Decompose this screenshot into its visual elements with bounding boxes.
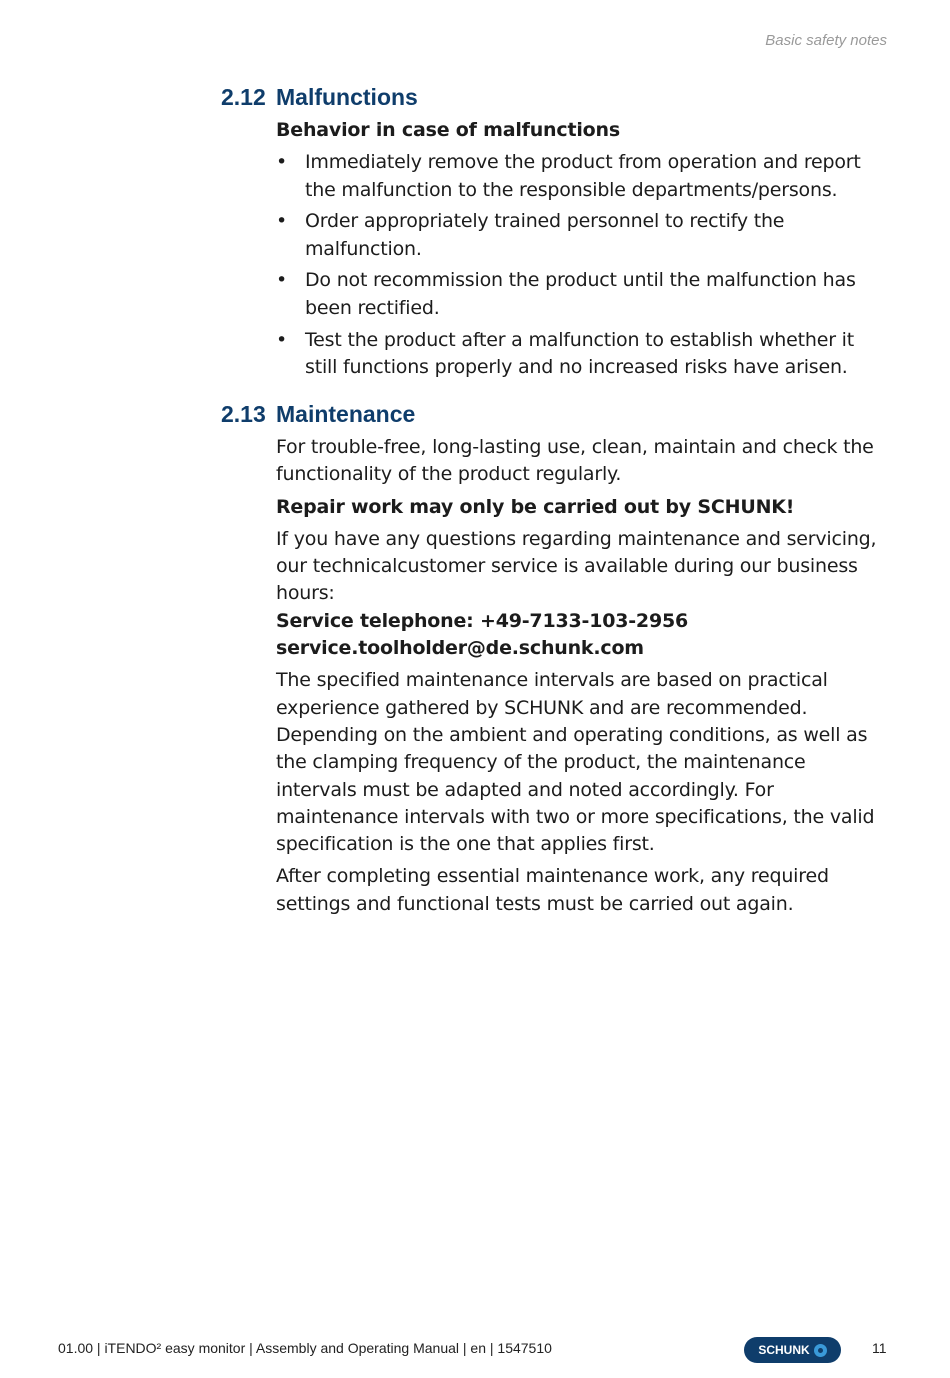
malfunctions-subheading: Behavior in case of malfunctions [276, 119, 620, 141]
after-maintenance: After completing essential maintenance work, any required settings and functional tests must be carried out again. [276, 865, 829, 915]
service-questions: If you have any questions regarding maintenance and servicing, our technicalcustomer service is available during our business hours: [276, 527, 877, 605]
maintenance-body [276, 434, 888, 923]
bullet-icon: • [276, 269, 288, 292]
bullet-icon: • [276, 328, 288, 351]
section-number: 2.12 [221, 84, 266, 110]
malfunctions-list [276, 149, 888, 381]
list-item-text: Test the product after a malfunction to establish whether it still functions properly and no increased risks have arisen. [305, 328, 854, 378]
bullet-icon: • [276, 151, 288, 174]
service-telephone: Service telephone: +49-7133-103-2956 [276, 609, 689, 632]
bullet-icon: • [276, 210, 288, 233]
logo-mark-icon [814, 1344, 827, 1357]
section-title-maintenance [221, 401, 415, 428]
list-item [276, 327, 888, 382]
list-item [276, 149, 888, 204]
repair-note: Repair work may only be carried out by SCHUNK! [276, 495, 795, 518]
section-title-malfunctions [221, 84, 418, 111]
maintenance-intro: For trouble-free, long-lasting use, clean, maintain and check the functionality of the product regularly. [276, 436, 874, 486]
page-number: 11 [872, 1340, 887, 1356]
list-item-text: Order appropriately trained personnel to rectify the malfunction. [305, 210, 785, 260]
section-number: 2.13 [221, 401, 266, 427]
logo-text: SCHUNK [758, 1343, 810, 1357]
list-item [276, 208, 888, 263]
section-heading: Malfunctions [276, 84, 418, 110]
list-item-text: Immediately remove the product from operation and report the malfunction to the responsible departments/persons. [305, 151, 861, 201]
footer-text: 01.00 | iTENDO² easy monitor | Assembly and Operating Manual | en | 1547510 [58, 1340, 552, 1356]
schunk-logo [744, 1337, 841, 1363]
running-header: Basic safety notes [765, 32, 887, 49]
maintenance-intervals: The specified maintenance intervals are based on practical experience gathered by SCHUNK and are recommended. Depending on the ambient and operating conditions, as well as the clamping frequency of the product, the maintenance intervals must be adapted and noted accordingly. For maintenance intervals with two or more specifications, the valid specification is the one that applies first. [276, 669, 875, 856]
section-heading: Maintenance [276, 401, 416, 427]
list-item [276, 267, 888, 322]
list-item-text: Do not recommission the product until the malfunction has been rectified. [305, 269, 856, 319]
malfunctions-body [276, 117, 888, 386]
service-email: service.toolholder@de.schunk.com [276, 637, 644, 660]
